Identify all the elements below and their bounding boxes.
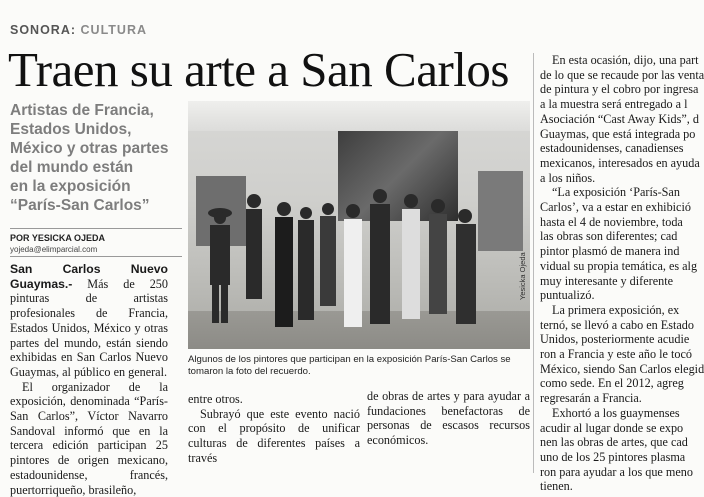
deck-line: Artistas de Francia, (10, 102, 154, 119)
text-line: vidual su propia temática, es alg (540, 258, 698, 273)
author-email: yojeda@elimparcial.com (10, 245, 98, 254)
photo-people (188, 101, 530, 349)
article-column-3 (367, 389, 530, 448)
text-line: puntualizó. (540, 288, 595, 303)
article-column-1 (10, 262, 168, 497)
paragraph: El organizador de la exposición, denominada “París-San Carlos”, Víctor Navarro Sandoval informó que en la tercera edición participan 25 pintores de origen mexicano, estadounidense, francés, puertorriqueño, brasileño, (10, 379, 168, 497)
article-column-4 (540, 53, 704, 494)
section-category: CULTURA (80, 23, 147, 37)
deck-line: del mundo están (10, 159, 134, 176)
text-line: hasta el 4 de noviembre, toda (540, 214, 683, 229)
column-divider (533, 53, 534, 473)
paragraph: entre otros. (188, 392, 243, 406)
text-line: de lo que se recaude por las venta (540, 67, 704, 82)
text-line: Guaymas, que está integrada po (540, 126, 696, 141)
text-line: nen las obras de artes, que cad (540, 435, 688, 450)
text-line: acudir al lugar donde se expo (540, 420, 684, 435)
byline: POR YESICKA OJEDA (10, 233, 106, 243)
section-name: SONORA: (10, 23, 77, 37)
divider (10, 256, 182, 257)
text-line: como sede. En el 2012, agreg (540, 376, 684, 391)
text-line: uno de los 25 pintores plasma (540, 449, 686, 464)
text-line: Asociación “Cast Away Kids”, d (540, 111, 699, 126)
divider (10, 228, 182, 229)
text-line: ternó, se llevó a cabo en Estado (540, 317, 694, 332)
text-line: Carlos’, va a estar en exhibició (540, 200, 691, 215)
photo-caption: Algunos de los pintores que participan en la exposición París-San Carlos se tomaron la foto del recuerdo. (188, 354, 511, 377)
section-header (10, 23, 147, 37)
text-line: tienen. (540, 479, 573, 494)
paragraph: Más de 250 pinturas de artistas profesionales de Francia, Estados Unidos, México y otras partes del mundo, están siendo exhibidas en San Carlos Nuevo Guaymas, al público en general. (10, 276, 168, 379)
group-photo (188, 101, 530, 349)
deck-line: “París-San Carlos” (10, 197, 150, 214)
text-line: de pintura y el cobro por ingresa (540, 82, 699, 97)
deck-line: México y otras partes (10, 140, 169, 157)
paragraph: de obras de artes y para ayudar a fundaciones benefactoras de personas de escasos recursos económicos. (367, 389, 530, 448)
text-line: mexicanos, interesados en ayuda (540, 155, 700, 170)
article-column-2 (188, 392, 360, 466)
text-line: ron a Francia y este año le tocó (540, 347, 692, 362)
text-line: a la muestra será entregado a l (540, 97, 688, 112)
deck (10, 101, 182, 215)
text-line: pintor plasmó de manera ind (540, 244, 680, 259)
photo-credit: Yesicka Ojeda (518, 252, 527, 300)
dateline: San Carlos Nuevo Guaymas.- (10, 262, 168, 291)
text-line: México, siendo San Carlos elegid (540, 361, 704, 376)
text-line: a los niños. (540, 170, 596, 185)
text-line: Unidos, posteriormente acudie (540, 332, 690, 347)
text-line: las obras son diferentes; cad (540, 229, 678, 244)
text-line: regresarán a Francia. (540, 391, 642, 406)
headline: Traen su arte a San Carlos (8, 42, 509, 97)
text-line: estadounidenses, canadienses (540, 141, 684, 156)
text-line: muy interesante y diferente (540, 273, 673, 288)
paragraph: Subrayó que este evento nació con el propósito de unificar culturas de diferentes países a través (188, 406, 360, 465)
deck-line: Estados Unidos, (10, 121, 132, 138)
text-line: En esta ocasión, dijo, una part (552, 53, 699, 67)
text-line: “La exposición ‘París-San (552, 185, 680, 200)
text-line: La primera exposición, ex (552, 302, 680, 317)
text-line: ron para ayudar a los que meno (540, 464, 693, 479)
deck-line: en la exposición (10, 178, 131, 195)
text-line: Exhortó a los guaymenses (552, 405, 680, 420)
